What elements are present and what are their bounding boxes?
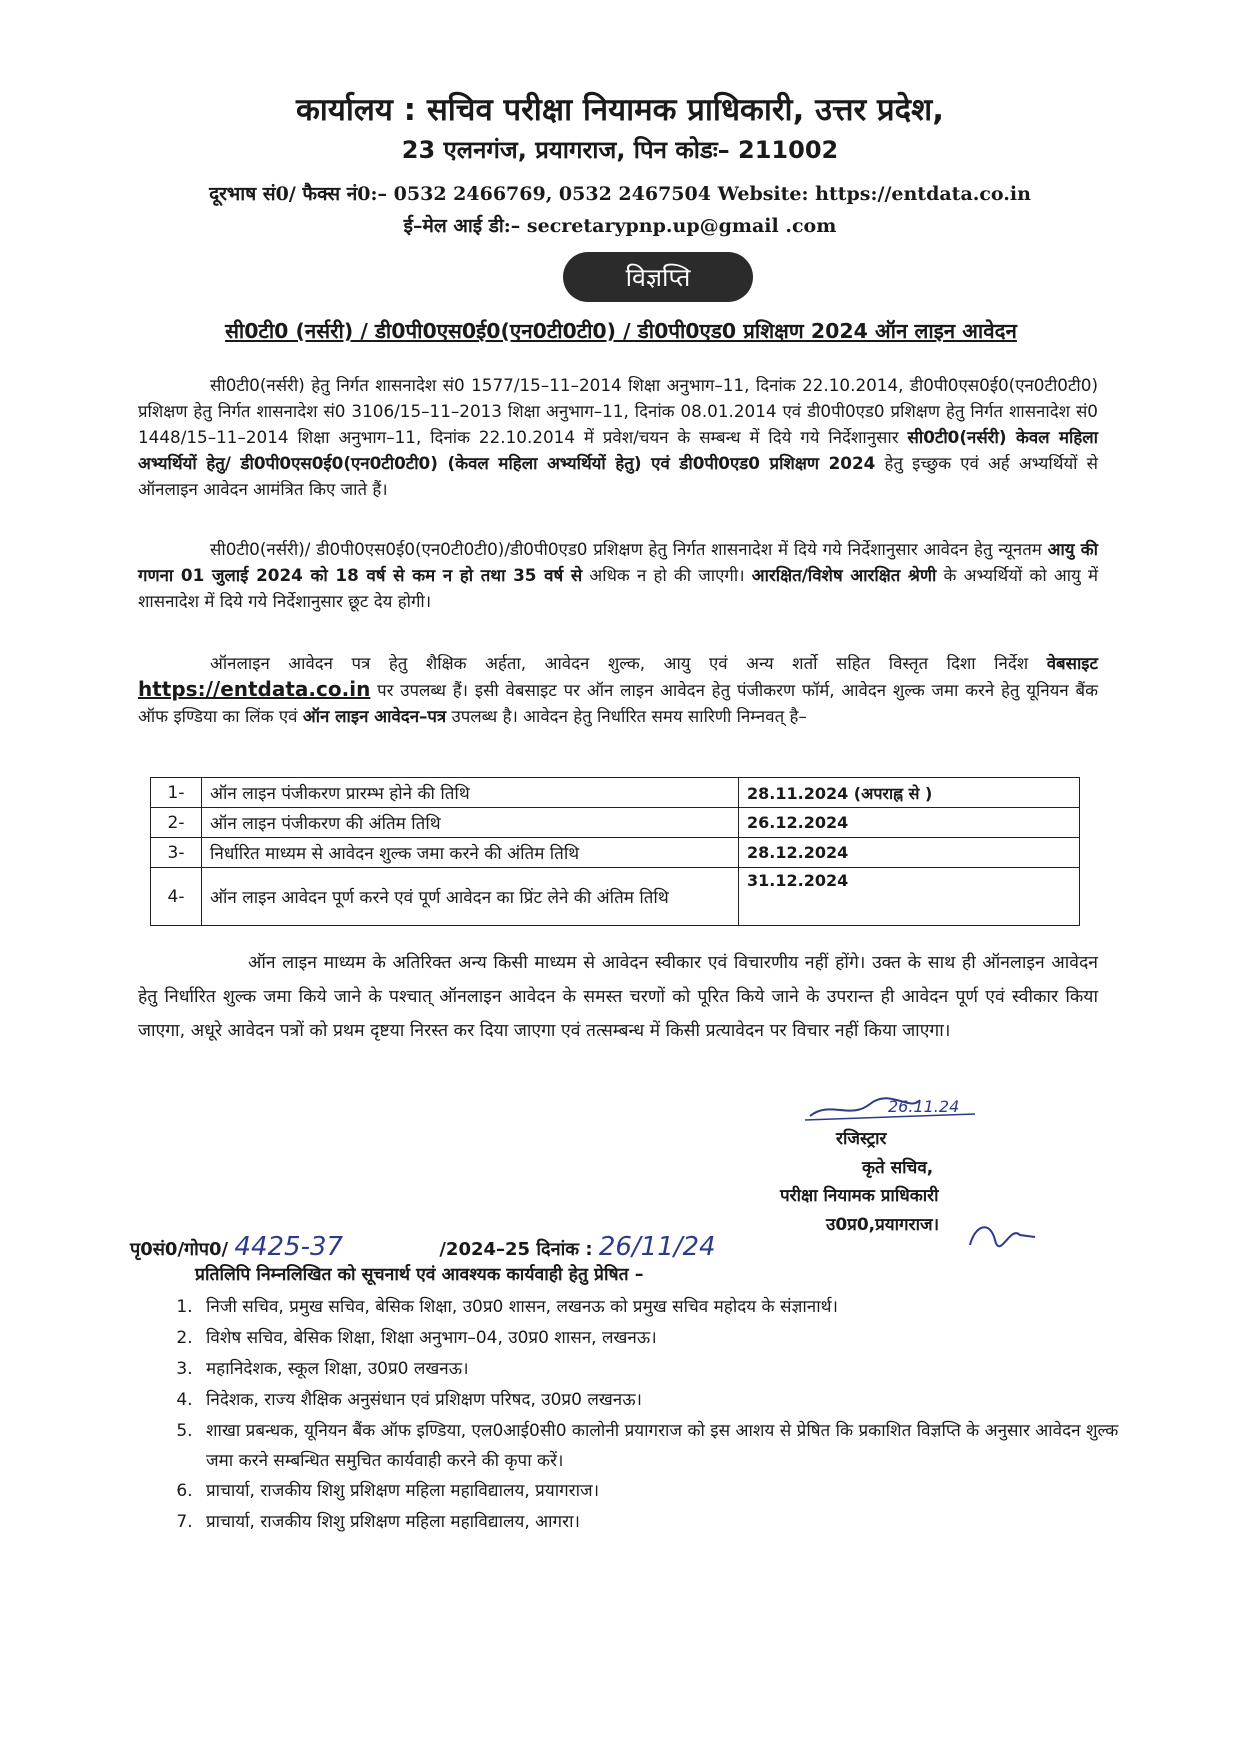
para2-bold1: आयु की गणना 01 जुलाई 2024 को 18 वर्ष से कम न हो तथा 35 वर्ष से <box>138 539 1098 585</box>
reference-prefix: पृ0सं0/गोप0/ <box>130 1239 229 1260</box>
para3-text2: पर उपलब्ध हैं। इसी वेबसाइट पर ऑन लाइन आवेदन हेतु पंजीकरण फॉर्म, आवेदन शुल्क जमा करने हेतु यूनियन बैंक ऑफ इण्डिया का लिंक एवं <box>138 680 1098 726</box>
para2-text2: अधिक न हो की जाएगी। <box>582 565 752 585</box>
paragraph-1 <box>138 372 1098 502</box>
reference-number: 4425-37 <box>234 1232 344 1262</box>
para3-bold1: वेबसाइट <box>1046 653 1098 673</box>
table-row <box>151 778 1080 808</box>
paragraph-2 <box>138 536 1098 614</box>
list-item: 4. निदेशक, राज्य शैक्षिक अनुसंधान एवं प्रशिक्षण परिषद, उ0प्र0 लखनऊ। <box>198 1385 1128 1416</box>
registrar-label: रजिस्ट्रार <box>836 1129 887 1149</box>
notice-subject: सी0टी0 (नर्सरी) / डी0पी0एस0ई0(एन0टी0टी0) / डी0पी0एड0 प्रशिक्षण 2024 ऑन लाइन आवेदन <box>225 319 1017 343</box>
list-item: 5. शाखा प्रबन्धक, यूनियन बैंक ऑफ इण्डिया, एल0आई0सी0 कालोनी प्रयागराज को इस आशय से प्रेषित कि प्रकाशित विज्ञप्ति के अनुसार आवेदन शुल्क जमा करने सम्बन्धित समुचित कार्यवाही करने की कृपा करें। <box>198 1416 1128 1476</box>
reference-year: /2024–25 <box>439 1239 531 1260</box>
row-description: ऑन लाइन पंजीकरण प्रारम्भ होने की तिथि <box>202 778 739 808</box>
copy-list <box>164 1292 1128 1538</box>
website-link[interactable]: https://entdata.co.in <box>138 677 371 701</box>
row-date: 31.12.2024 <box>739 868 1080 926</box>
list-item: 6. प्राचार्या, राजकीय शिशु प्रशिक्षण महिला महाविद्यालय, प्रयागराज। <box>198 1476 1128 1507</box>
para3-text1: ऑनलाइन आवेदन पत्र हेतु शैक्षिक अर्हता, आवेदन शुल्क, आयु एवं अन्य शर्तो सहित विस्तृत दिशा निर्देश <box>210 653 1047 673</box>
for-secretary-label: कृते सचिव, <box>862 1158 934 1178</box>
office-email: ई–मेल आई डी:– secretarypnp.up@gmail .com <box>403 215 837 237</box>
copy-heading: प्रतिलिपि निम्नलिखित को सूचनार्थ एवं आवश्यक कार्यवाही हेतु प्रेषित – <box>195 1265 644 1285</box>
signature-mark <box>800 1090 980 1130</box>
reference-line <box>130 1232 716 1262</box>
row-date: 28.11.2024 (अपराह्न से ) <box>739 778 1080 808</box>
para1-bold1: सी0टी0(नर्सरी) केवल महिला अभ्यर्थियों हेतु/ डी0पी0एस0ई0(एन0टी0टी0) (केवल महिला अभ्यर्थियों हेतु) एवं डी0पी0एड0 प्रशिक्षण 2024 <box>138 427 1098 473</box>
para1-text2: हेतु इच्छुक एवं अर्ह अभ्यर्थियों से ऑनलाइन आवेदन आमंत्रित किए जाते हैं। <box>138 453 1098 499</box>
para2-bold2: आरक्षित/विशेष आरक्षित श्रेणी <box>751 565 937 585</box>
row-description: ऑन लाइन आवेदन पूर्ण करने एवं पूर्ण आवेदन का प्रिंट लेने की अंतिम तिथि <box>202 868 739 926</box>
table-row <box>151 808 1080 838</box>
office-contact: दूरभाष सं0/ फैक्स नं0:– 0532 2466769, 0532 2467504 Website: https://entdata.co.in <box>209 183 1031 205</box>
office-title: कार्यालय : सचिव परीक्षा नियामक प्राधिकारी, उत्तर प्रदेश, <box>296 92 944 128</box>
row-date: 28.12.2024 <box>739 838 1080 868</box>
table-row <box>151 838 1080 868</box>
place-label: उ0प्र0,प्रयागराज। <box>826 1215 940 1235</box>
reference-date: 26/11/24 <box>598 1232 716 1262</box>
reference-date-label: दिनांक : <box>536 1239 593 1260</box>
schedule-table <box>150 777 1080 926</box>
authority-label: परीक्षा नियामक प्राधिकारी <box>780 1186 939 1206</box>
row-number: 4- <box>151 868 202 926</box>
row-number: 2- <box>151 808 202 838</box>
row-number: 1- <box>151 778 202 808</box>
para3-text3: उपलब्ध है। आवेदन हेतु निर्धारित समय सारिणी निम्नवत् है– <box>446 706 807 726</box>
para2-text1: सी0टी0(नर्सरी)/ डी0पी0एस0ई0(एन0टी0टी0)/डी0पी0एड0 प्रशिक्षण हेतु निर्गत शासनादेश में दिये गये निर्देशानुसार आवेदन हेतु न्यूनतम <box>210 539 1048 559</box>
paragraph-4: ऑन लाइन माध्यम के अतिरिक्त अन्य किसी माध्यम से आवेदन स्वीकार एवं विचारणीय नहीं होंगे। उक्त के साथ ही ऑनलाइन आवेदन हेतु निर्धारित शुल्क जमा किये जाने के पश्चात् ऑनलाइन आवेदन के समस्त चरणों को पूरित किये जाने के उपरान्त ही आवेदन पूर्ण एवं स्वीकार किया जाएगा, अधूरे आवेदन पत्रों को प्रथम दृष्टया निरस्त कर दिया जाएगा एवं तत्सम्बन्ध में किसी प्रत्यावेदन पर विचार नहीं किया जाएगा। <box>138 953 1098 1041</box>
paragraph-3 <box>138 650 1098 729</box>
para1-text1: सी0टी0(नर्सरी) हेतु निर्गत शासनादेश सं0 1577/15–11–2014 शिक्षा अनुभाग–11, दिनांक 22.10.2014, डी0पी0एस0ई0(एन0टी0टी0) प्रशिक्षण हेतु निर्गत शासनादेश सं0 3106/15–11–2013 शिक्षा अनुभाग–11, दिनांक 08.01.2014 एवं डी0पी0एड0 प्रशिक्षण हेतु निर्गत शासनादेश सं0 1448/15–11–2014 शिक्षा अनुभाग–11, दिनांक 22.10.2014 में प्रवेश/चयन के सम्बन्ध में दिये गये निर्देशानुसार <box>138 375 1098 447</box>
signature-date: 26.11.24 <box>888 1097 960 1116</box>
row-description: निर्धारित माध्यम से आवेदन शुल्क जमा करने की अंतिम तिथि <box>202 838 739 868</box>
list-item: 1. निजी सचिव, प्रमुख सचिव, बेसिक शिक्षा, उ0प्र0 शासन, लखनऊ को प्रमुख सचिव महोदय के संज्ञानार्थ। <box>198 1292 1128 1323</box>
row-date: 26.12.2024 <box>739 808 1080 838</box>
row-description: ऑन लाइन पंजीकरण की अंतिम तिथि <box>202 808 739 838</box>
list-item: 3. महानिदेशक, स्कूल शिक्षा, उ0प्र0 लखनऊ। <box>198 1354 1128 1385</box>
row-number: 3- <box>151 838 202 868</box>
para3-bold2: ऑन लाइन आवेदन–पत्र <box>302 706 447 726</box>
notice-label: विज्ञप्ति <box>563 252 753 302</box>
list-item: 7. प्राचार्या, राजकीय शिशु प्रशिक्षण महिला महाविद्यालय, आगरा। <box>198 1507 1128 1538</box>
initials-mark <box>960 1215 1040 1255</box>
table-row <box>151 868 1080 926</box>
office-address: 23 एलनगंज, प्रयागराज, पिन कोडः– 211002 <box>401 136 839 164</box>
para2-text3: के अभ्यर्थियों को आयु में शासनादेश में दिये गये निर्देशानुसार छूट देय होगी। <box>138 565 1098 611</box>
list-item: 2. विशेष सचिव, बेसिक शिक्षा, शिक्षा अनुभाग–04, उ0प्र0 शासन, लखनऊ। <box>198 1323 1128 1354</box>
